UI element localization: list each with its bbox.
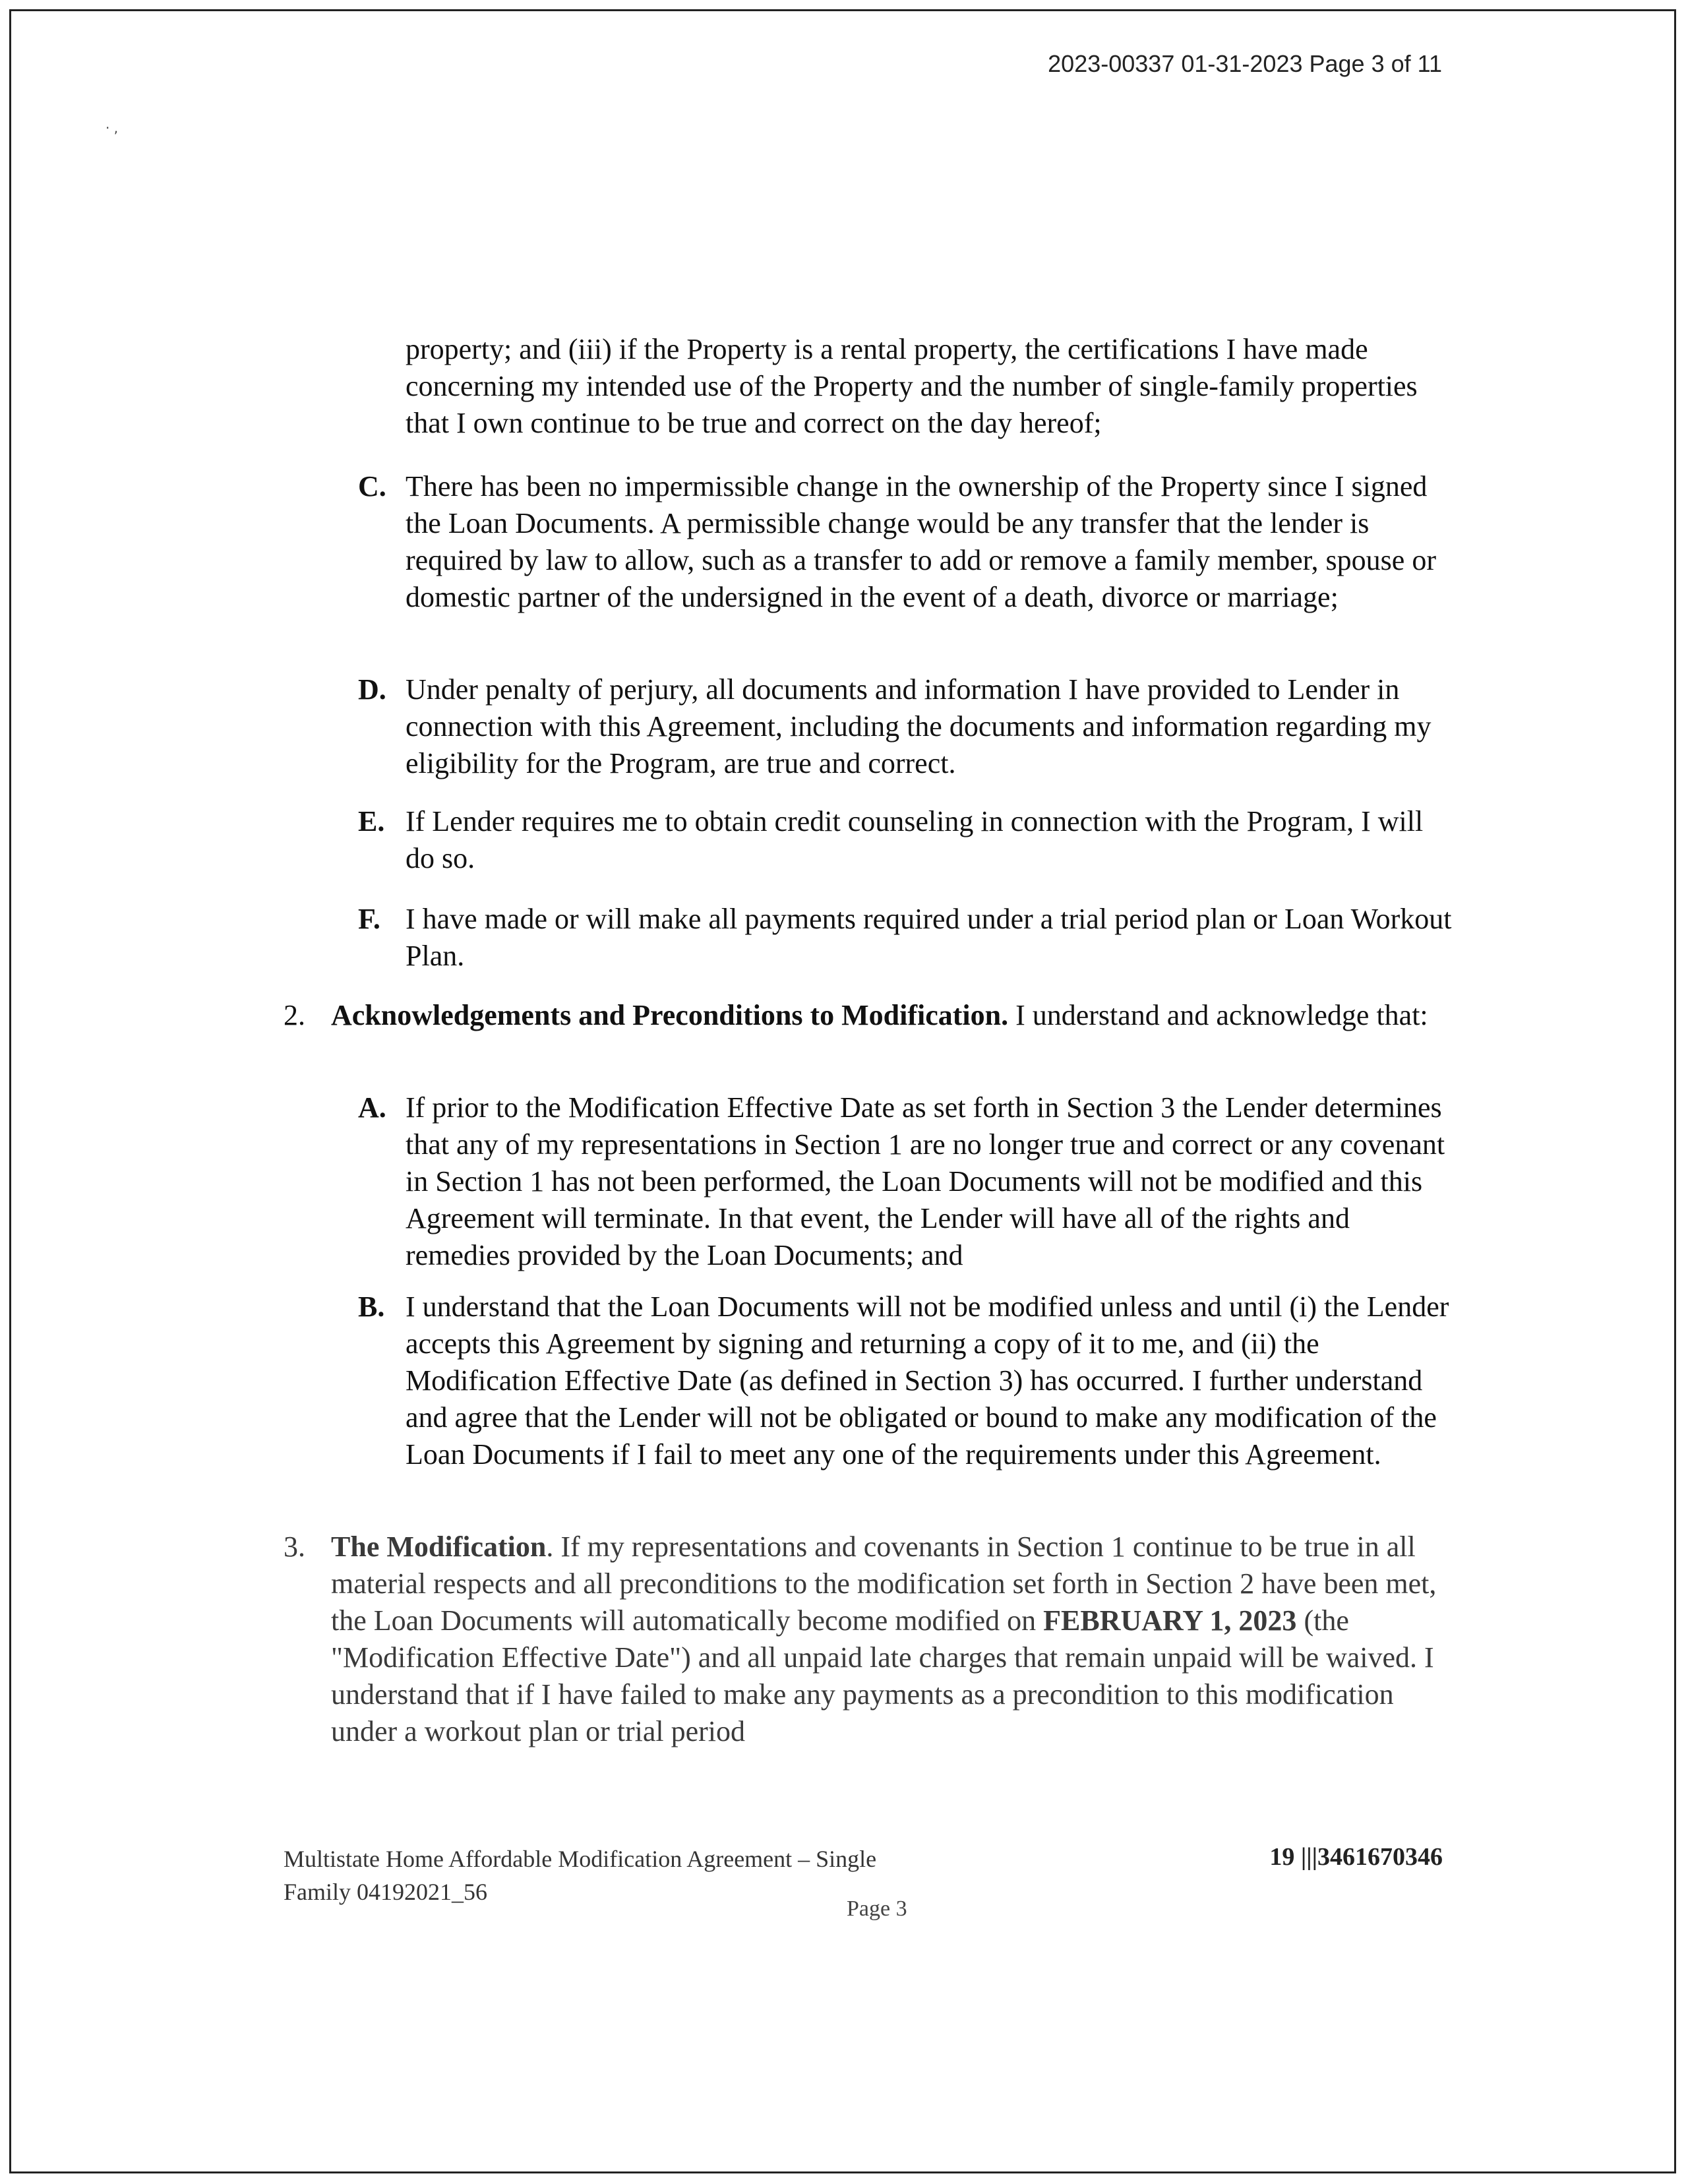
section-body: [331, 1529, 1459, 1750]
item-text: There has been no impermissible change in the ownership of the Property since I signed the Loan Documents. A permissible change would be any transfer that the lender is required by law to allow, such as a transfer to add or remove a family member, spouse or domestic partner of the undersigned in the event of a death, divorce or marriage;: [406, 470, 1436, 613]
section-number: 2.: [284, 999, 305, 1031]
header-stamp: 2023-00337 01-31-2023 Page 3 of 11: [1048, 50, 1442, 77]
section-heading: Acknowledgements and Preconditions to Modification.: [331, 999, 1009, 1031]
item-label: E.: [358, 805, 385, 837]
section-intro: [331, 997, 1459, 1034]
item-text: Under penalty of perjury, all documents and information I have provided to Lender in connection with this Agreement, including the documents and information regarding my eligibility for the Program, are true and correct.: [406, 673, 1432, 779]
section-number: 3.: [284, 1531, 305, 1563]
item-text: If prior to the Modification Effective Date as set forth in Section 3 the Lender determines that any of my representations in Section 1 are no longer true and correct or any covenant in Section 1 has not been performed, the Loan Documents will not be modified and this Agreement will terminate. In that event, the Lender will have all of the rights and remedies provided by the Loan Documents; and: [406, 1091, 1445, 1271]
item-text: I have made or will make all payments required under a trial period plan or Loan Workout Plan.: [406, 903, 1452, 972]
footer-page-number: Page 3: [847, 1896, 907, 1921]
item-label: B.: [358, 1290, 385, 1323]
section-heading: The Modification: [331, 1531, 547, 1563]
continuation-paragraph: property; and (iii) if the Property is a rental property, the certifications I have made concerning my intended use of the Property and the number of single-family properties that I own continue to be true and correct on the day hereof;: [406, 333, 1418, 439]
scan-specks: · ,: [106, 120, 119, 136]
item-label: A.: [358, 1091, 386, 1124]
item-text: I understand that the Loan Documents will not be modified unless and until (i) the Lender accepts this Agreement by signing and returning a copy of it to me, and (ii) the Modification Effective Date (as defined in Section 3) has occurred. I further understand and agree that the Lender will not be obligated or bound to make any modification of the Loan Documents if I fail to meet any one of the requirements under this Agreement.: [406, 1290, 1449, 1471]
item-label: F.: [358, 903, 380, 935]
section-text-after-date: (the "Modification Effective Date") and all unpaid late charges that remain unpaid will be waived. I understand that if I have failed to make any payments as a precondition to this modification under a workout plan or trial period: [331, 1604, 1434, 1747]
item-label: D.: [358, 673, 386, 706]
section-text-before-date: . If my representations and covenants in Section 1 continue to be true in all material respects and all preconditions to the modification set forth in Section 2 have been met, the Loan Documents will automatically become modified on: [331, 1531, 1437, 1637]
modification-date: FEBRUARY 1, 2023: [1043, 1604, 1297, 1637]
footer-form-name-line2: Family 04192021_56: [284, 1879, 488, 1905]
item-text: If Lender requires me to obtain credit counseling in connection with the Program, I will do so.: [406, 805, 1424, 874]
section-intro-text: I understand and acknowledge that:: [1015, 999, 1428, 1031]
item-label: C.: [358, 470, 386, 502]
footer-loan-id: 19 |||3461670346: [1269, 1843, 1443, 1871]
footer-form-name-line1: Multistate Home Affordable Modification Agreement – Single: [284, 1846, 877, 1872]
